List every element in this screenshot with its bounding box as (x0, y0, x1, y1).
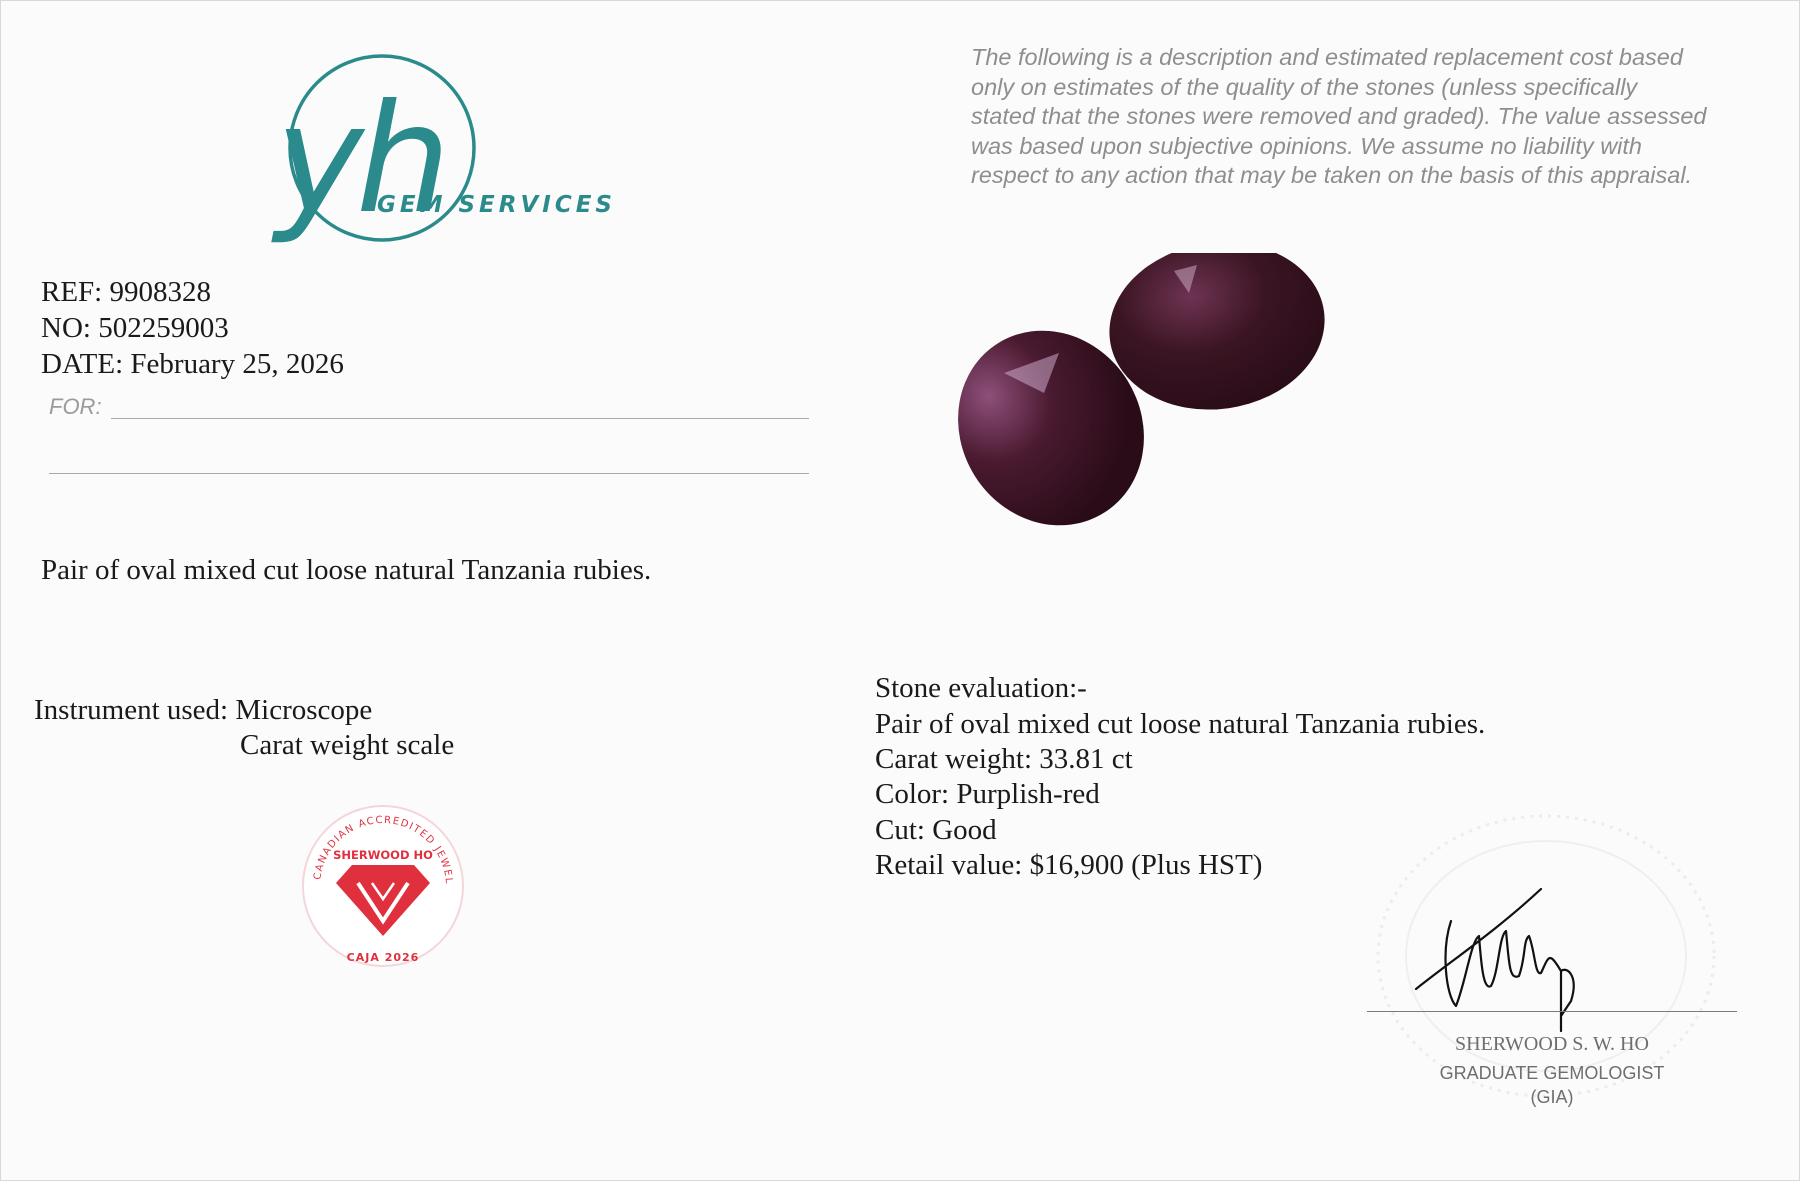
appraisal-date: DATE: February 25, 2026 (41, 348, 344, 380)
for-line (111, 418, 809, 419)
seal-arc-text: CANADIAN ACCREDITED JEWEL (312, 814, 455, 886)
company-logo (271, 49, 611, 269)
signer-name: SHERWOOD S. W. HO (1455, 1033, 1649, 1055)
seal-bottom: CAJA 2026 (346, 951, 420, 964)
item-description: Pair of oval mixed cut loose natural Tanzania rubies. (41, 554, 652, 586)
disclaimer-line: The following is a description and estimated replacement cost based (971, 44, 1683, 70)
disclaimer-text (971, 43, 1771, 191)
for-line-2 (49, 473, 809, 474)
no-number: NO: 502259003 (41, 312, 229, 344)
for-label: FOR: (49, 394, 102, 419)
instrument-used: Instrument used: Microscope (34, 694, 373, 726)
evaluation-heading: Stone evaluation:- (875, 672, 1087, 704)
carat-weight: Carat weight: 33.81 ct (875, 743, 1133, 775)
caja-seal (298, 801, 468, 971)
instrument-second: Carat weight scale (240, 729, 455, 761)
ref-number: REF: 9908328 (41, 276, 211, 308)
signer-credential: (GIA) (1530, 1087, 1574, 1107)
gemstone-photo (949, 253, 1349, 543)
stone-color: Color: Purplish-red (875, 778, 1100, 810)
retail-value: Retail value: $16,900 (Plus HST) (875, 849, 1263, 881)
logo-text: GEM SERVICES (377, 192, 611, 218)
stone-cut: Cut: Good (875, 814, 997, 846)
evaluation-description: Pair of oval mixed cut loose natural Tanzania rubies. (875, 708, 1486, 740)
logo-mark: yh (275, 73, 443, 247)
seal-name: SHERWOOD HO (333, 848, 433, 862)
signature-line (1367, 1011, 1737, 1012)
disclaimer-line: was based upon subjective opinions. We assume no liability with (971, 132, 1642, 159)
disclaimer-line: respect to any action that may be taken on the basis of this appraisal. (971, 162, 1693, 188)
disclaimer-line: stated that the stones were removed and graded). The value assessed (971, 103, 1707, 129)
disclaimer-line: only on estimates of the quality of the stones (unless specifically (971, 73, 1638, 100)
signer-title: GRADUATE GEMOLOGIST (1439, 1063, 1665, 1083)
